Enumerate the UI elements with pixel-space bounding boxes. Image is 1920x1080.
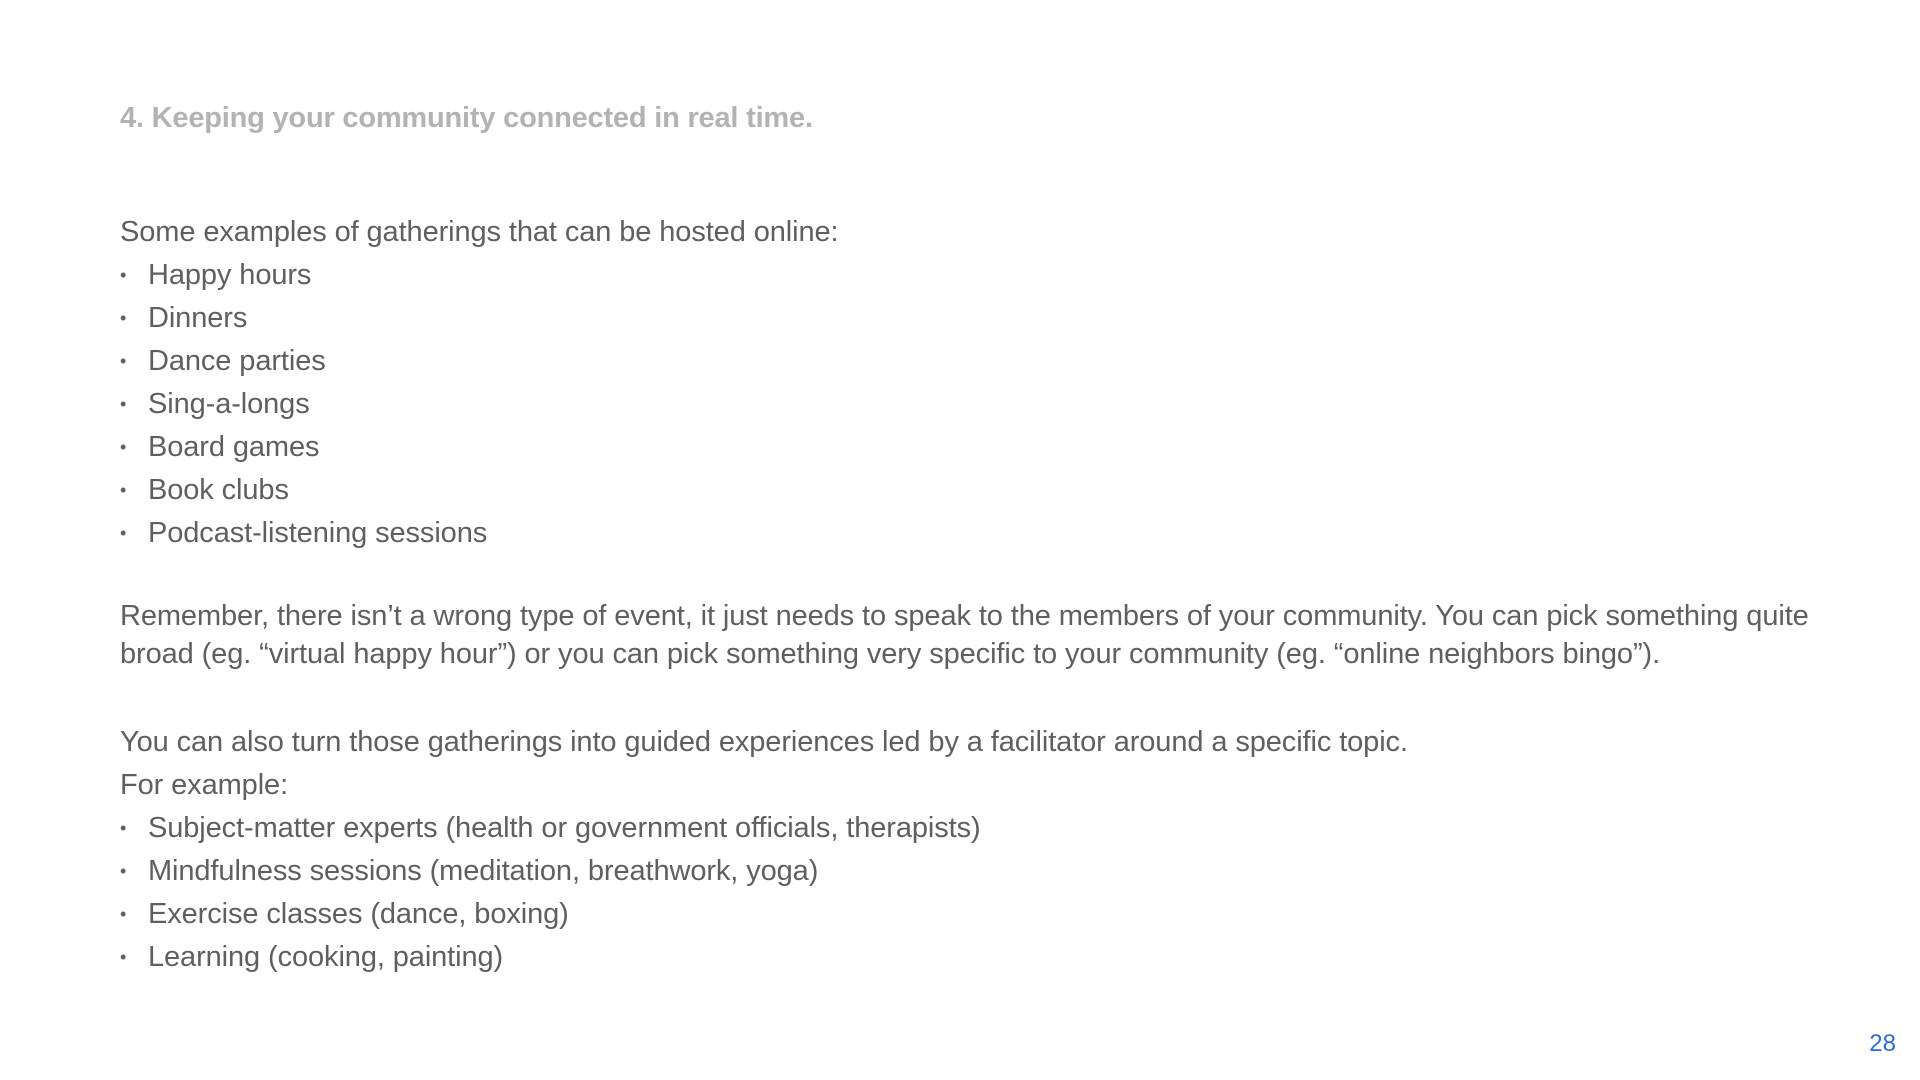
slide-content <box>120 96 1820 979</box>
list-item-label: Book clubs <box>148 474 289 506</box>
bullet-icon: • <box>120 308 127 328</box>
bullet-icon: • <box>120 437 127 457</box>
list-item-label: Learning (cooking, painting) <box>148 941 504 973</box>
guided-examples-list <box>120 807 1820 979</box>
list-item <box>120 383 1820 426</box>
list-item-label: Subject-matter experts (health or government officials, therapists) <box>148 812 981 844</box>
list-item <box>120 512 1820 555</box>
page-number: 28 <box>1869 1030 1896 1057</box>
list-item <box>120 297 1820 340</box>
for-example-label: For example: <box>120 769 289 801</box>
gatherings-intro: Some examples of gatherings that can be hosted online: <box>120 216 839 248</box>
bullet-icon: • <box>120 523 127 543</box>
list-item-label: Mindfulness sessions (meditation, breathwork, yoga) <box>148 855 819 887</box>
bullet-icon: • <box>120 480 127 500</box>
list-item-label: Sing-a-longs <box>148 388 310 420</box>
bullet-icon: • <box>120 351 127 371</box>
list-item <box>120 426 1820 469</box>
list-item-label: Dance parties <box>148 345 326 377</box>
bullet-icon: • <box>120 947 127 967</box>
list-item <box>120 850 1820 893</box>
list-item-label: Exercise classes (dance, boxing) <box>148 898 569 930</box>
bullet-icon: • <box>120 861 127 881</box>
gatherings-list <box>120 254 1820 555</box>
list-item-label: Board games <box>148 431 320 463</box>
list-item <box>120 340 1820 383</box>
section-heading: 4. Keeping your community connected in real time. <box>120 102 813 134</box>
bullet-icon: • <box>120 394 127 414</box>
bullet-icon: • <box>120 818 127 838</box>
list-item <box>120 893 1820 936</box>
list-item-label: Happy hours <box>148 259 312 291</box>
list-item <box>120 254 1820 297</box>
remember-paragraph: Remember, there isn’t a wrong type of event, it just needs to speak to the members of your community. You can pick something quite broad (eg. “virtual happy hour”) or you can pick something very specific to your community (eg. “online neighbors bingo”). <box>120 600 1809 670</box>
list-item <box>120 807 1820 850</box>
list-item-label: Podcast-listening sessions <box>148 517 488 549</box>
bullet-icon: • <box>120 904 127 924</box>
list-item <box>120 469 1820 512</box>
bullet-icon: • <box>120 265 127 285</box>
list-item-label: Dinners <box>148 302 248 334</box>
list-item <box>120 936 1820 979</box>
guided-intro-paragraph: You can also turn those gatherings into guided experiences led by a facilitator around a specific topic. <box>120 726 1408 758</box>
